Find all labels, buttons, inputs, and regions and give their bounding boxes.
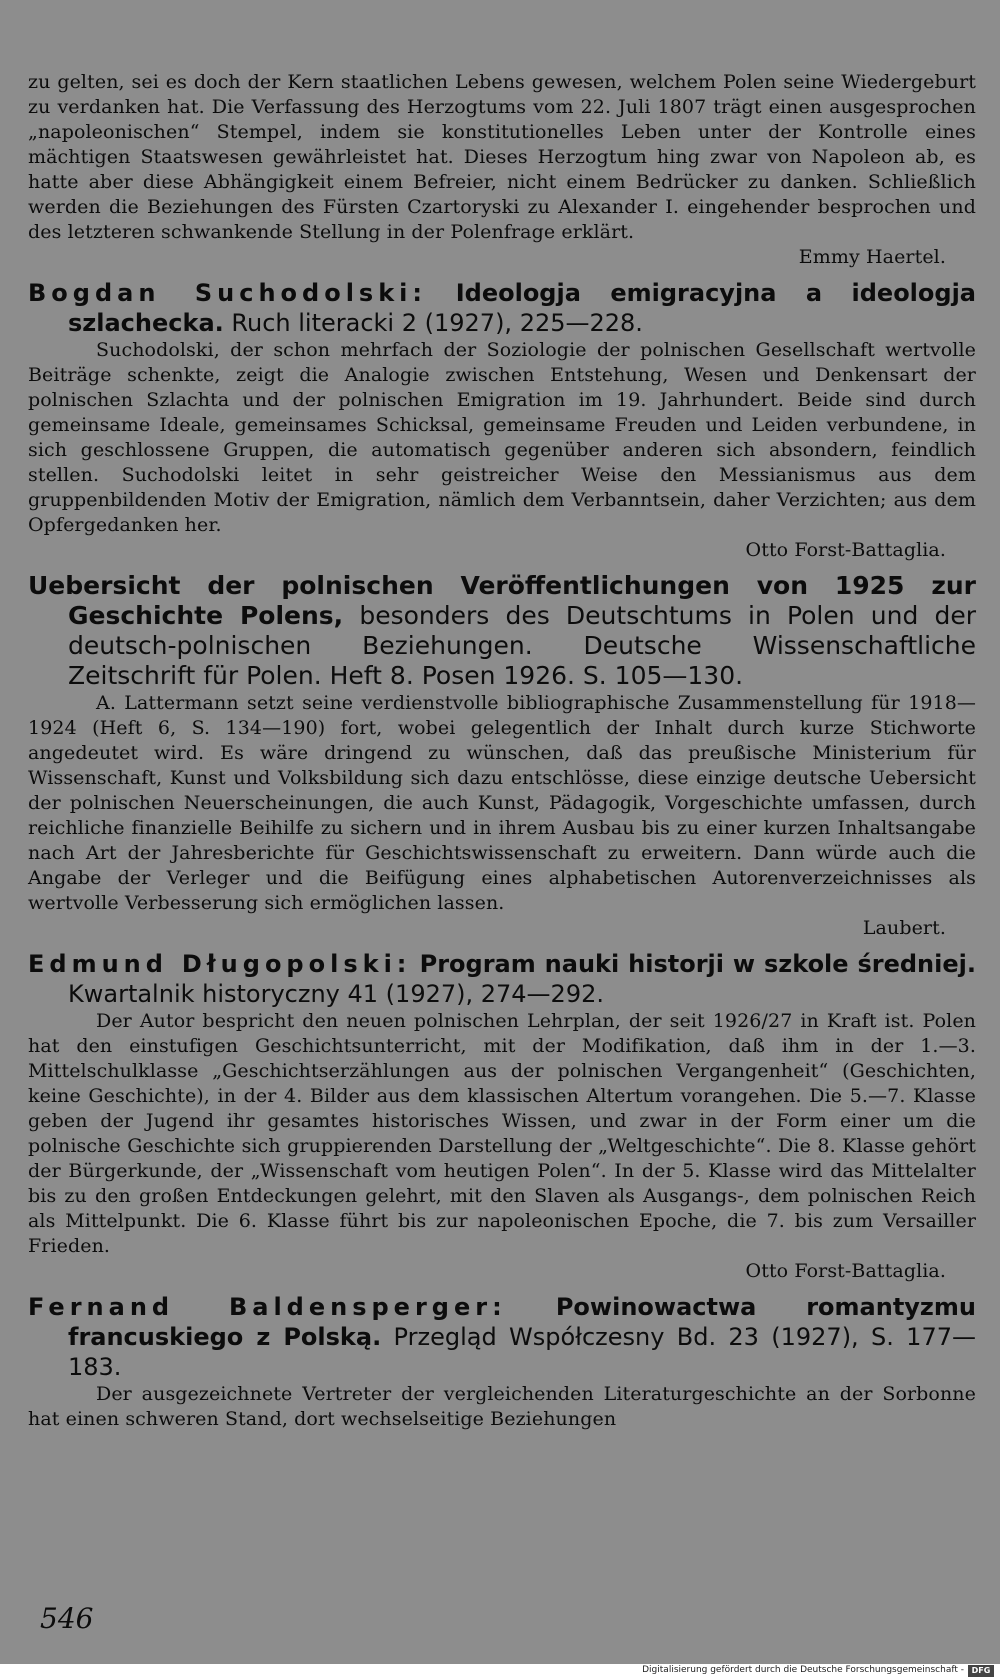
entry-source: Kwartalnik historyczny 41 (1927), 274—292.	[68, 980, 604, 1008]
intro-signature: Emmy Haertel.	[798, 246, 946, 268]
entry-source: Ruch literacki 2 (1927), 225—228.	[231, 309, 643, 337]
entry-body: Der ausgezeichnete Vertreter der vergleichenden Literaturgeschichte an der Sorbonne hat einen schweren Stand, dort wechselseitige Beziehungen	[28, 1383, 976, 1430]
entry-signature: Otto Forst-Battaglia.	[745, 539, 946, 561]
dfg-logo: DFG	[968, 1665, 994, 1677]
entry-title: Uebersicht der polnischen Veröffentlichungen von 1925 zur Geschichte Polens,	[28, 571, 976, 630]
entry-author: Bogdan Suchodolski:	[28, 279, 427, 307]
entry-title: Ideologja emigracyjna a ideologja szlachecka.	[68, 279, 976, 337]
entry-heading	[28, 278, 976, 338]
review-entry	[28, 1292, 976, 1432]
review-entry	[28, 278, 976, 563]
entry-signature: Otto Forst-Battaglia.	[745, 1260, 946, 1282]
entry-source: Przegląd Współczesny Bd. 23 (1927), S. 177—183.	[68, 1323, 976, 1381]
entry-body: Suchodolski, der schon mehrfach der Soziologie der polnischen Gesellschaft wertvolle Beiträge schenkte, zeigt die Analogie zwischen Entstehung, Wesen und Denkensart der polnischen Szlachta und der polnischen Emigration im 19. Jahrhundert. Beide sind durch gemeinsame Ideale, gemeinsames Schicksal, gemeinsame Freuden und Leiden verbundene, in sich geschlossene Gruppen, die automatisch gegenüber anderen sich absondern, feindlich stellen. Suchodolski leitet in sehr geistreicher Weise den Messianismus aus dem gruppenbildenden Motiv der Emigration, nämlich dem Verbanntsein, daher Verzichten; aus dem Opfergedanken her.	[28, 339, 976, 536]
entry-heading	[28, 1292, 976, 1382]
entry-title: Program nauki historji w szkole średniej.	[419, 950, 976, 978]
entry-source: besonders des Deutschtums in Polen und der deutsch-polnischen Beziehungen. Deutsche Wissenschaftliche Zeitschrift für Polen. Heft 8. Posen 1926. S. 105—130.	[68, 601, 977, 690]
text-column	[28, 70, 976, 1432]
intro-paragraph: zu gelten, sei es doch der Kern staatlichen Lebens gewesen, welchem Polen seine Wiedergeburt zu verdanken hat. Die Verfassung des Herzogtums vom 22. Juli 1807 trägt einen ausgesprochen „napoleonischen“ Stempel, indem sie konstitutionelles Leben unter der Kontrolle eines mächtigen Staatswesen gewährleistet hat. Dieses Herzogtum hing zwar von Napoleon ab, es hatte aber diese Abhängigkeit einem Befreier, nicht einem Bedrücker zu danken. Schließlich werden die Beziehungen des Fürsten Czartoryski zu Alexander I. eingehender besprochen und des letzteren schwankende Stellung in der Polenfrage erklärt.	[28, 71, 976, 243]
entry-title: Powinowactwa romantyzmu francuskiego z Polską.	[68, 1293, 976, 1351]
entry-body: A. Lattermann setzt seine verdienstvolle bibliographische Zusammenstellung für 1918—1924 (Heft 6, S. 134—190) fort, wobei gelegentlich der Inhalt durch kurze Stichworte angedeutet wird. Es wäre dringend zu wünschen, daß das preußische Ministerium für Wissenschaft, Kunst und Volksbildung sich dazu entschlösse, diese einzige deutsche Uebersicht der polnischen Neuerscheinungen, die auch Kunst, Pädagogik, Vorgeschichte umfassen, durch reichliche finanzielle Beihilfe zu sichern und in ihrem Ausbau bis zu einer kurzen Inhaltsangabe nach Art der Jahresberichte für Geschichtswissenschaft zu erweitern. Dann würde auch die Angabe der Verleger und die Beifügung eines alphabetischen Autorenverzeichnisses als wertvolle Verbesserung sich ermöglichen lassen.	[28, 692, 976, 914]
review-entry	[28, 571, 976, 941]
footer-credit: Digitalisierung gefördert durch die Deutsche Forschungsgemeinschaft -	[642, 1665, 964, 1675]
page-number: 546	[40, 1602, 94, 1635]
entry-author: Edmund Długopolski:	[28, 950, 412, 978]
entry-body: Der Autor bespricht den neuen polnischen Lehrplan, der seit 1926/27 in Kraft ist. Polen hat den einstufigen Geschichtsunterricht, mit der Modifikation, daß ihm in der 1.—3. Mittelschulklasse „Geschichtserzählungen aus der polnischen Vergangenheit“ (Geschichten, keine Geschichte), in der 4. Bilder aus dem klassischen Altertum vorangehen. Die 5.—7. Klasse geben der Jugend ihr gesamtes historisches Wissen, und zwar in der Form einer um die polnische Geschichte sich gruppierenden Darstellung der „Weltgeschichte“. Die 8. Klasse gehört der Bürgerkunde, der „Wissenschaft vom heutigen Polen“. In der 5. Klasse wird das Mittelalter bis zu den großen Entdeckungen gelehrt, mit den Slaven als Ausgangs-, dem polnischen Reich als Mittelpunkt. Die 6. Klasse führt bis zur napoleonischen Epoche, die 7. bis zum Versailler Frieden.	[28, 1010, 976, 1257]
entry-signature: Laubert.	[862, 917, 946, 939]
review-entry	[28, 949, 976, 1284]
entry-heading	[28, 571, 976, 691]
entry-author: Fernand Baldensperger:	[28, 1293, 507, 1321]
entry-heading	[28, 949, 976, 1009]
